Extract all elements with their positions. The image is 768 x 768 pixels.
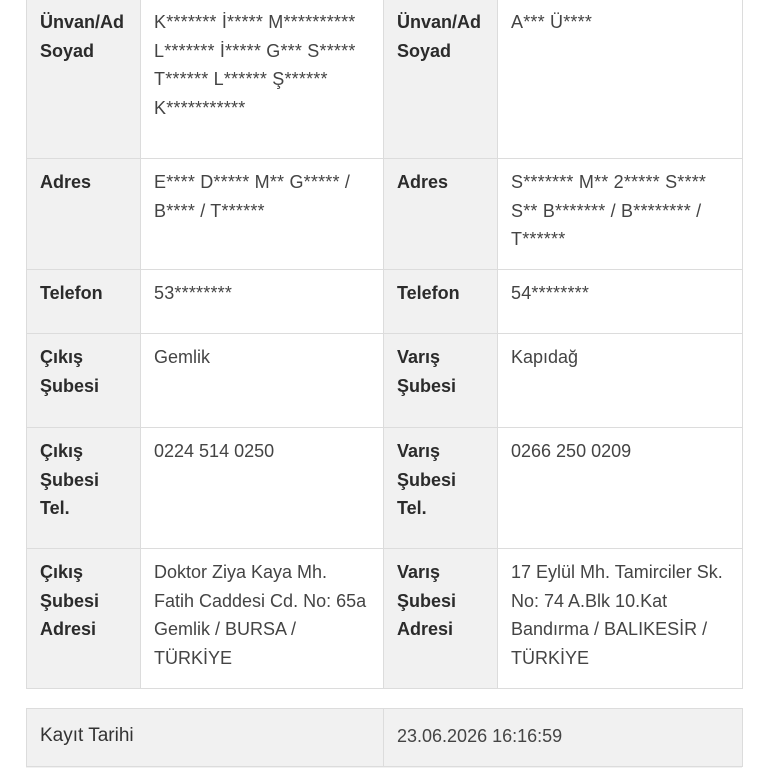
arrival-branch-address-value: 17 Eylül Mh. Tamirciler Sk. No: 74 A.Blk 10.Kat Bandırma / BALIKESİR / TÜRKİYE: [498, 549, 743, 689]
receiver-phone-value: 54********: [498, 270, 743, 334]
sender-phone-value: 53********: [141, 270, 384, 334]
departure-branch-label: Çıkış Şubesi: [27, 334, 141, 428]
table-row: [27, 549, 743, 689]
record-date-value: 23.06.2026 16:16:59: [384, 709, 743, 767]
sender-name-label: Ünvan/Ad Soyad: [27, 0, 141, 159]
table-row: [27, 709, 743, 767]
arrival-branch-phone-label: Varış Şubesi Tel.: [384, 428, 498, 549]
sender-address-value: E**** D***** M** G***** / B**** / T******: [141, 159, 384, 270]
arrival-branch-label: Varış Şubesi: [384, 334, 498, 428]
table-row: [27, 270, 743, 334]
receiver-name-value: A*** Ü****: [498, 0, 743, 159]
arrival-branch-phone-value[interactable]: 0266 250 0209: [498, 428, 743, 549]
receiver-address-value: S******* M** 2***** S**** S** B******* / B******** / T******: [498, 159, 743, 270]
receiver-phone-label: Telefon: [384, 270, 498, 334]
departure-branch-phone-value[interactable]: 0224 514 0250: [141, 428, 384, 549]
arrival-branch-value: Kapıdağ: [498, 334, 743, 428]
sender-name-value: K******* İ***** M********** L******* İ***** G*** S***** T****** L****** Ş****** K***********: [141, 0, 384, 159]
receiver-address-label: Adres: [384, 159, 498, 270]
record-date-label: Kayıt Tarihi: [27, 709, 384, 767]
table-row: [27, 159, 743, 270]
table-row: [27, 334, 743, 428]
record-meta-table: [26, 708, 743, 767]
table-row: [27, 428, 743, 549]
departure-branch-value: Gemlik: [141, 334, 384, 428]
departure-branch-address-value: Doktor Ziya Kaya Mh. Fatih Caddesi Cd. No: 65a Gemlik / BURSA / TÜRKİYE: [141, 549, 384, 689]
departure-branch-address-label: Çıkış Şubesi Adresi: [27, 549, 141, 689]
table-row: [27, 0, 743, 159]
arrival-branch-address-label: Varış Şubesi Adresi: [384, 549, 498, 689]
sender-phone-label: Telefon: [27, 270, 141, 334]
sender-address-label: Adres: [27, 159, 141, 270]
receiver-name-label: Ünvan/Ad Soyad: [384, 0, 498, 159]
shipment-parties-table: [26, 0, 743, 689]
departure-branch-phone-label: Çıkış Şubesi Tel.: [27, 428, 141, 549]
